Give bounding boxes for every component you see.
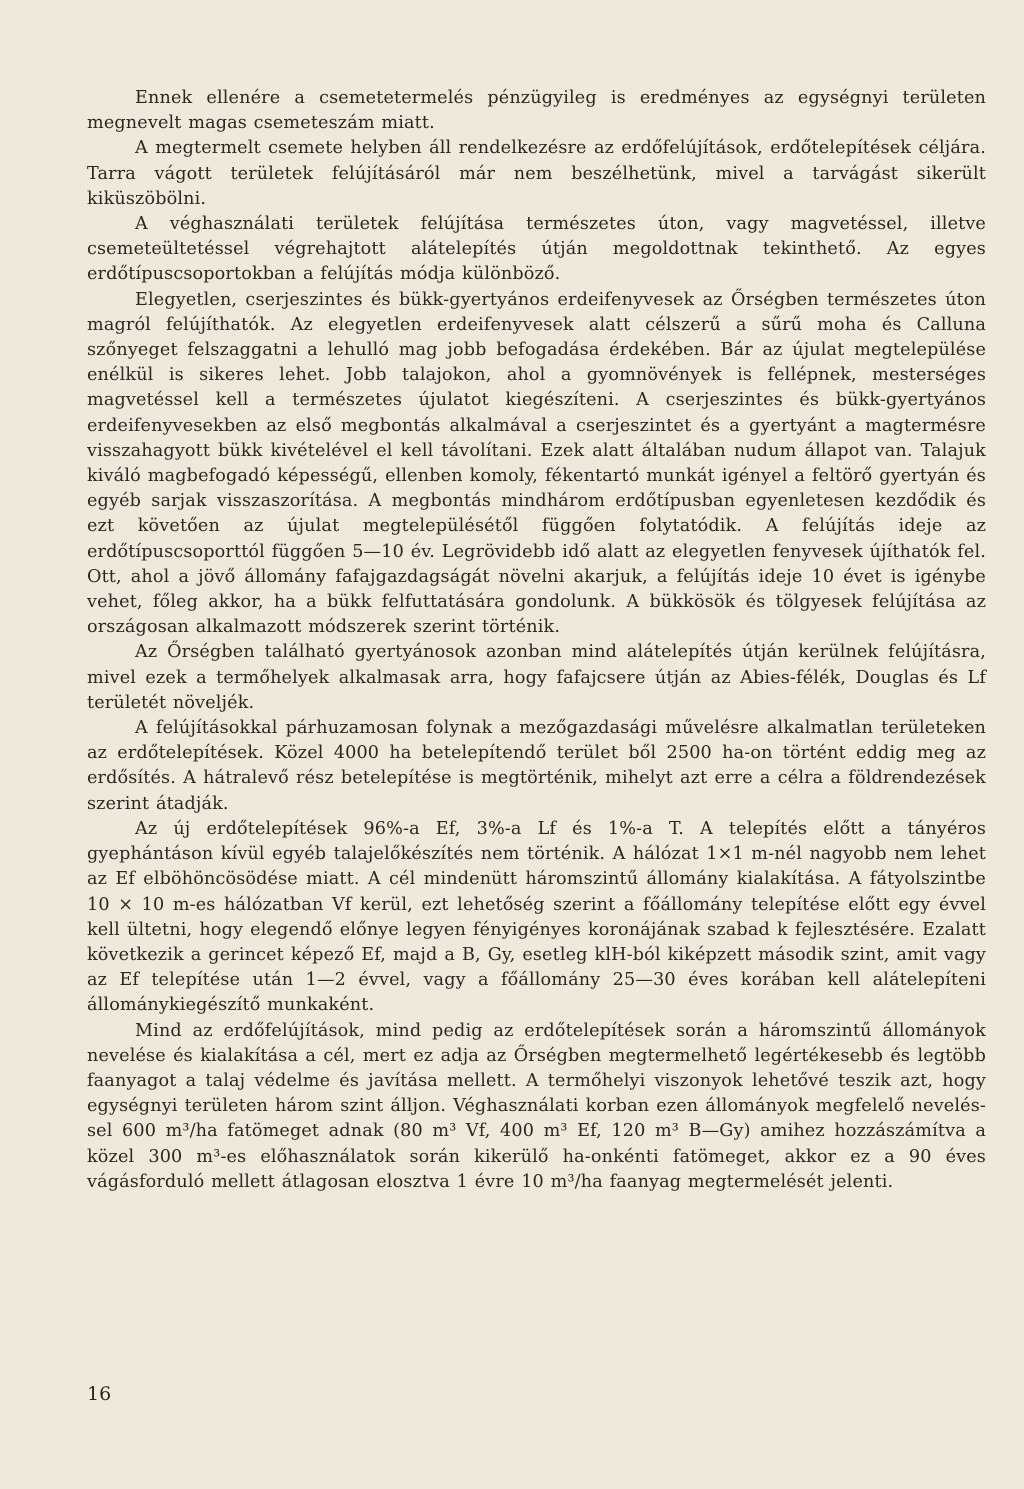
- paragraph: A felújításokkal párhuzamosan folynak a mezőgazdasági művelésre alkalmatlan területeken az erdőtelepítések. Közel 4000 ha betelepítendő terület ből 2500 ha-on történt eddig meg az erdősítés. A hátralevő rész betelepítése is megtörténik, mihelyt azt erre a célra a földrendezések szerint átadják.: [87, 718, 986, 814]
- body-text: [87, 86, 986, 1195]
- paragraph: A megtermelt csemete helyben áll rendelkezésre az erdőfelújítások, erdőtelepítések céljára. Tarra vágott területek felújításáról már nem beszélhetünk, mivel a tarvágást sikerült kiküszöbölni.: [87, 138, 986, 209]
- paragraph: Ennek ellenére a csemetetermelés pénzügyileg is eredményes az egységnyi területen megnevelt magas csemeteszám miatt.: [87, 88, 986, 134]
- paragraph: A véghasználati területek felújítása természetes úton, vagy magvetéssel, illetve csemeteültetéssel végrehajtott alátelepítés útján megoldottnak tekinthető. Az egyes erdőtípuscsoportokban a felújítás módja különböző.: [87, 214, 986, 285]
- paragraph: Az Őrségben található gyertyánosok azonban mind alátelepítés útján kerülnek felújításra, mivel ezek a termőhelyek alkalmasak arra, hogy fafajcsere útján az Abies-félék, Douglas és Lf területét növeljék.: [87, 642, 986, 713]
- paragraph: Az új erdőtelepítések 96%-a Ef, 3%-a Lf és 1%-a T. A telepítés előtt a tányéros gyephántáson kívül egyéb talajelőkészítés nem történik. A hálózat 1×1 m-nél nagyobb nem lehet az Ef elböhöncösödése miatt. A cél mindenütt háromszintű állomány kialakítása. A fátyolszintbe 10 × 10 m-es hálózatban Vf kerül, ezt lehetőség szerint a főállomány telepítése előtt egy évvel kell ültetni, hogy elegendő előnye legyen fényigényes koronájának szabad k fejlesztésére. Ezalatt következik a gerincet képező Ef, majd a B, Gy, esetleg klH-ból kiképzett második szint, amit vagy az Ef telepítése után 1—2 évvel, vagy a főállomány 25—30 éves korában kell alátelepíteni állománykiegészítő munkaként.: [87, 818, 986, 1016]
- paragraph: Mind az erdőfelújítások, mind pedig az erdőtelepítések során a háromszintű állományok nevelése és kialakítása a cél, mert ez adja az Őrségben megtermelhető legértékesebb és legtöbb faanyagot a talaj védelme és javítása mellett. A termőhelyi viszonyok lehetővé teszik azt, hogy egységnyi területen három szint álljon. Véghasználati korban ezen állományok megfelelő nevelés-sel 600 m³/ha fatömeget adnak (80 m³ Vf, 400 m³ Ef, 120 m³ B—Gy) amihez hozzászámítva a közel 300 m³-es előhasználatok során kikerülő ha-onkénti fatömeget, akkor ez a 90 éves vágásforduló mellett átlagosan elosztva 1 évre 10 m³/ha faanyag megtermelését jelenti.: [87, 1020, 986, 1192]
- paragraph: Elegyetlen, cserjeszintes és bükk-gyertyános erdeifenyvesek az Őrségben természetes úton magról felújíthatók. Az elegyetlen erdeifenyvesek alatt célszerű a sűrű moha és Calluna szőnyeget felszaggatni a lehulló mag jobb befogadása érdekében. Bár az újulat megtelepülése enélkül is sikeres lehet. Jobb talajokon, ahol a gyomnövények is fellépnek, mesterséges magvetéssel kell a természetes újulatot kiegészíteni. A cserjeszintes és bükk-gyertyános erdeifenyvesekben az első megbontás alkalmával a cserjeszintet és a gyertyánt a magtermésre visszahagyott bükk kivételével el kell távolítani. Ezek alatt általában nudum állapot van. Talajuk kiváló magbefogadó képességű, ellenben komoly, fékentartó munkát igényel a feltörő gyertyán és egyéb sarjak visszaszorítása. A megbontás mindhárom erdőtípusban egyenletesen kezdődik és ezt követően az újulat megtelepülésétől függően folytatódik. A felújítás ideje az erdőtípuscsoporttól függően 5—10 év. Legrövidebb idő alatt az elegyetlen fenyvesek újíthatók fel. Ott, ahol a jövő állomány fafajgazdagságát növelni akarjuk, a felújítás ideje 10 évet is igénybe vehet, főleg akkor, ha a bükk felfuttatására gondolunk. A bükkösök és tölgyesek felújítása az országosan alkalmazott módszerek szerint történik.: [87, 289, 986, 638]
- page-number: 16: [87, 1383, 112, 1405]
